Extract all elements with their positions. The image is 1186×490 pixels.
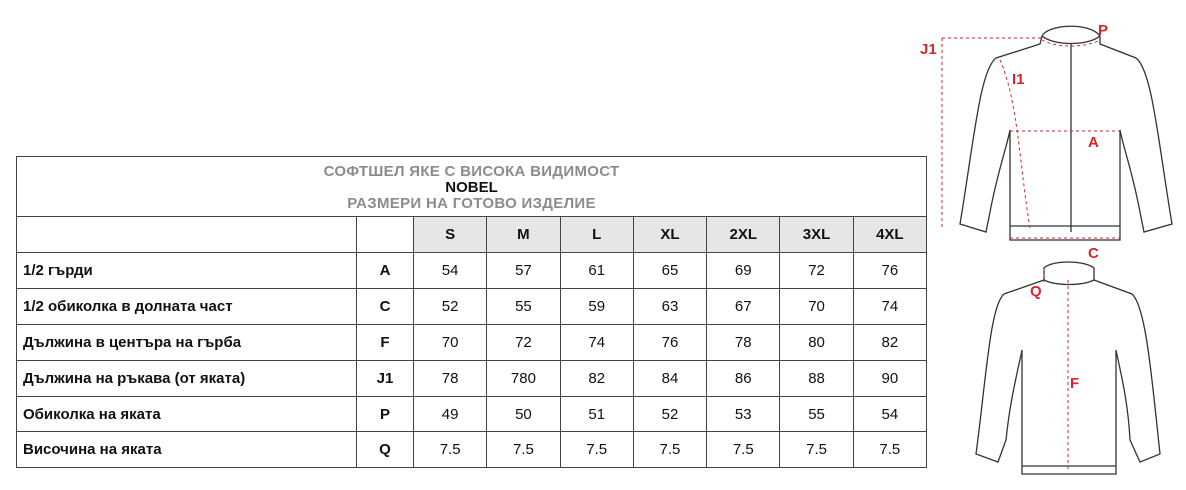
table-cell: 69	[707, 253, 780, 289]
label-i1: I1	[1012, 71, 1025, 88]
size-header-2xl: 2XL	[707, 217, 780, 253]
row-label: 1/2 гърди	[17, 253, 357, 289]
table-cell: 51	[560, 397, 633, 432]
row-label: Обиколка на яката	[17, 397, 357, 432]
table-cell: 55	[487, 289, 560, 325]
row-code: P	[357, 397, 414, 432]
row-label: Дължина в центъра на гърба	[17, 325, 357, 361]
product-model-name: NOBEL	[445, 178, 498, 196]
label-j1: J1	[920, 41, 937, 58]
table-cell: 86	[707, 361, 780, 397]
table-cell: 70	[414, 325, 487, 361]
table-cell: 80	[780, 325, 853, 361]
table-cell: 7.5	[780, 432, 853, 468]
table-cell: 88	[780, 361, 853, 397]
label-a: A	[1088, 134, 1099, 151]
table-cell: 82	[560, 361, 633, 397]
table-cell: 74	[853, 289, 926, 325]
table-cell: 72	[780, 253, 853, 289]
table-cell: 7.5	[853, 432, 926, 468]
product-category-title: СОФТШЕЛ ЯКЕ С ВИСОКА ВИДИМОСТ	[323, 162, 620, 180]
table-cell: 7.5	[487, 432, 560, 468]
table-cell: 50	[487, 397, 560, 432]
back-measure-lines	[1044, 268, 1068, 472]
label-c: C	[1088, 245, 1099, 262]
table-cell: 90	[853, 361, 926, 397]
label-p: P	[1098, 22, 1109, 39]
size-header-xl: XL	[633, 217, 706, 253]
table-cell: 63	[633, 289, 706, 325]
size-header-4xl: 4XL	[853, 217, 926, 253]
size-header-l: L	[560, 217, 633, 253]
row-code: F	[357, 325, 414, 361]
table-cell: 780	[487, 361, 560, 397]
table-cell: 52	[414, 289, 487, 325]
size-header-m: M	[487, 217, 560, 253]
row-code: Q	[357, 432, 414, 468]
table-cell: 59	[560, 289, 633, 325]
size-header-3xl: 3XL	[780, 217, 853, 253]
label-f: F	[1070, 375, 1080, 392]
table-cell: 7.5	[560, 432, 633, 468]
measurements-subtitle: РАЗМЕРИ НА ГОТОВО ИЗДЕЛИЕ	[347, 194, 596, 212]
table-cell: 78	[414, 361, 487, 397]
table-cell: 54	[853, 397, 926, 432]
table-cell: 76	[633, 325, 706, 361]
table-cell: 82	[853, 325, 926, 361]
size-header-s: S	[414, 217, 487, 253]
table-cell: 67	[707, 289, 780, 325]
table-cell: 52	[633, 397, 706, 432]
row-label: Височина на яката	[17, 432, 357, 468]
table-cell: 74	[560, 325, 633, 361]
label-q: Q	[1030, 283, 1042, 300]
table-cell: 53	[707, 397, 780, 432]
row-label: Дължина на ръкава (от яката)	[17, 361, 357, 397]
table-cell: 76	[853, 253, 926, 289]
table-cell: 65	[633, 253, 706, 289]
row-label: 1/2 обиколка в долната част	[17, 289, 357, 325]
table-cell: 7.5	[633, 432, 706, 468]
row-code: C	[357, 289, 414, 325]
table-cell: 7.5	[414, 432, 487, 468]
table-cell: 57	[487, 253, 560, 289]
row-code: A	[357, 253, 414, 289]
table-cell: 49	[414, 397, 487, 432]
row-code: J1	[357, 361, 414, 397]
table-cell: 55	[780, 397, 853, 432]
table-cell: 84	[633, 361, 706, 397]
table-cell: 72	[487, 325, 560, 361]
table-cell: 54	[414, 253, 487, 289]
table-cell: 7.5	[707, 432, 780, 468]
jacket-front-illustration	[960, 26, 1172, 240]
table-cell: 70	[780, 289, 853, 325]
table-cell: 78	[707, 325, 780, 361]
table-cell: 61	[560, 253, 633, 289]
